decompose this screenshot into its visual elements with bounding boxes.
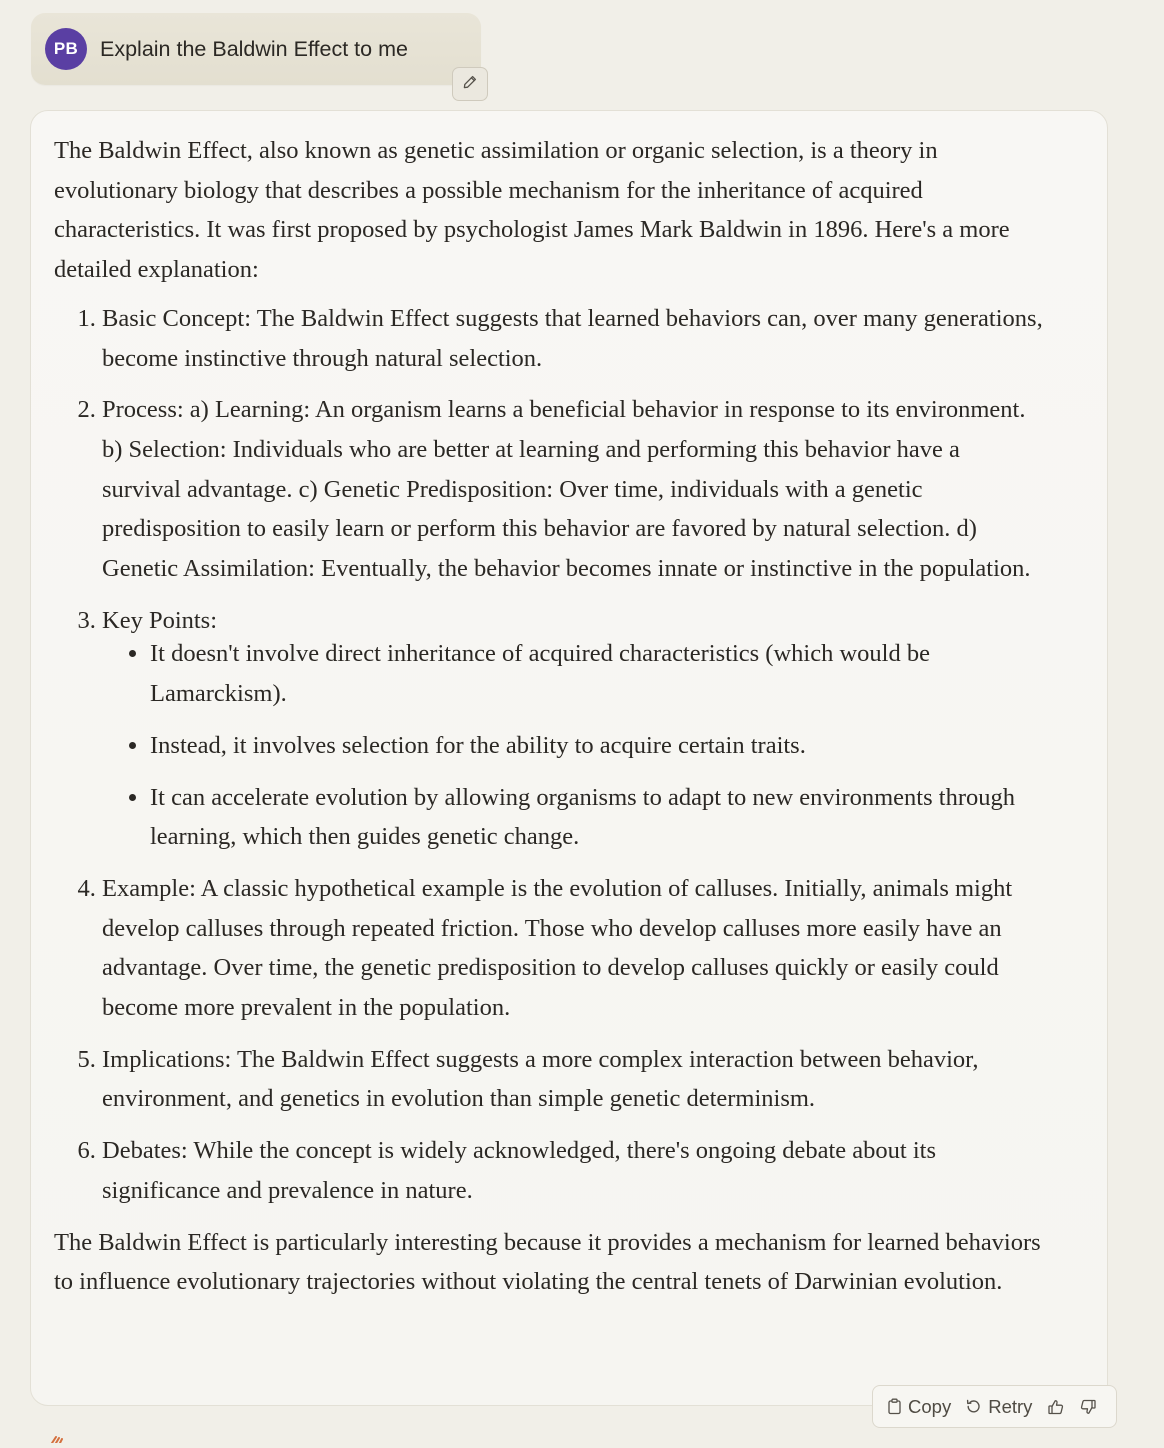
copy-button[interactable] (887, 1396, 951, 1418)
list-item (102, 869, 1044, 1028)
edit-message-button[interactable] (452, 67, 488, 101)
response-content (54, 131, 1044, 1302)
bullet-item: • Instead, it involves selection for the ability to acquire certain traits. (150, 726, 1044, 766)
assistant-response-card (30, 110, 1108, 1406)
thumbs-up-button[interactable] (1047, 1398, 1065, 1416)
thumbs-down-button[interactable] (1079, 1398, 1097, 1416)
retry-label: Retry (988, 1395, 1033, 1417)
list-item (102, 390, 1044, 589)
retry-button[interactable] (965, 1396, 1032, 1418)
list-item (102, 1040, 1044, 1119)
response-action-bar (872, 1385, 1117, 1428)
list-item-text: Process: a) Learning: An organism learns a beneficial behavior in response to its environment. b) Selection: Individuals who are better at learning and performing this behavior have a survival advantage. c) Genetic Predisposition: Over time, individuals with a genetic predisposition to easily learn or perform this behavior are favored by natural selection. d) Genetic Assimilation: Eventually, the behavior becomes innate or instinctive in the population. (102, 396, 1031, 583)
user-message-text: Explain the Baldwin Effect to me (100, 36, 408, 61)
user-avatar: PB (45, 28, 87, 70)
user-message-bubble (31, 13, 481, 85)
list-item-text: Key Points: (102, 606, 218, 634)
retry-icon (965, 1398, 982, 1415)
thumbs-down-icon (1079, 1398, 1097, 1416)
copy-label: Copy (908, 1395, 952, 1417)
list-item (102, 1131, 1044, 1210)
thumbs-up-icon (1047, 1398, 1065, 1416)
list-item-text: Debates: While the concept is widely acknowledged, there's ongoing debate about its significance and prevalence in nature. (102, 1137, 936, 1204)
bullet-item: • It can accelerate evolution by allowing organisms to adapt to new environments through learning, which then guides genetic change. (150, 778, 1044, 857)
key-points-list (102, 634, 1044, 857)
claude-logo-icon (50, 1430, 70, 1438)
bullet-item: • It doesn't involve direct inheritance of acquired characteristics (which would be Lamarckism). (150, 634, 1044, 713)
list-item-text: Example: A classic hypothetical example is the evolution of calluses. Initially, animals might develop calluses through repeated friction. Those who develop calluses more easily have an advantage. Over time, the genetic predisposition to develop calluses quickly or easily could become more prevalent in the population. (102, 874, 1013, 1022)
response-outro: The Baldwin Effect is particularly interesting because it provides a mechanism for learned behaviors to influence evolutionary trajectories without violating the central tenets of Darwinian evolution. (54, 1228, 1041, 1296)
list-item (102, 299, 1044, 378)
clipboard-icon (887, 1398, 902, 1415)
pencil-icon (462, 74, 478, 95)
list-item (102, 601, 1044, 857)
response-intro: The Baldwin Effect, also known as genetic assimilation or organic selection, is a theory in evolutionary biology that describes a possible mechanism for the inheritance of acquired characteristics. It was first proposed by psychologist James Mark Baldwin in 1896. Here's a more detailed explanation: (54, 137, 1010, 284)
list-item-text: Implications: The Baldwin Effect suggests a more complex interaction between behavior, environment, and genetics in evolution than simple genetic determinism. (102, 1045, 979, 1113)
response-list (54, 299, 1044, 1211)
list-item-text: Basic Concept: The Baldwin Effect suggests that learned behaviors can, over many generations, become instinctive through natural selection. (102, 304, 1043, 372)
